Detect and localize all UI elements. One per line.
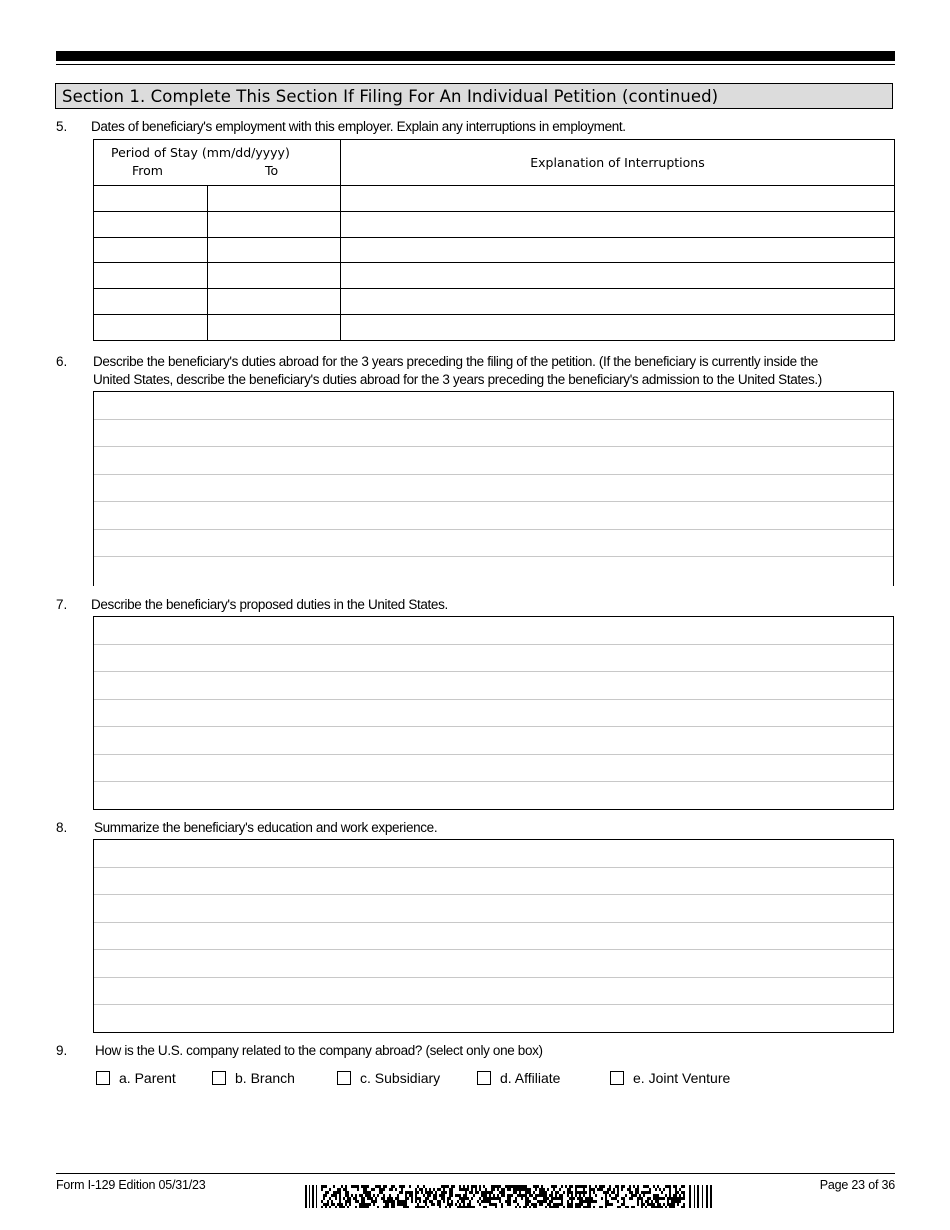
form-edition: Form I-129 Edition 05/31/23 xyxy=(56,1178,206,1192)
text-line xyxy=(94,727,893,755)
to-date-field[interactable] xyxy=(208,211,341,237)
text-line xyxy=(94,950,893,978)
to-date-field[interactable] xyxy=(208,237,341,263)
section-header: Section 1. Complete This Section If Filing For An Individual Petition (continued) xyxy=(55,83,893,109)
explanation-field[interactable] xyxy=(341,186,895,212)
q5-number: 5. xyxy=(56,119,68,134)
table-row xyxy=(94,289,895,315)
option-label: a. Parent xyxy=(119,1070,176,1086)
explanation-header: Explanation of Interruptions xyxy=(341,140,895,186)
text-line xyxy=(94,700,893,728)
text-line xyxy=(94,923,893,951)
table-row xyxy=(94,314,895,340)
top-thin-rule xyxy=(56,64,895,65)
option-label: e. Joint Venture xyxy=(633,1070,731,1086)
to-date-field[interactable] xyxy=(208,186,341,212)
text-line xyxy=(94,978,893,1006)
option-label: b. Branch xyxy=(235,1070,295,1086)
text-line xyxy=(94,840,893,868)
option-parent[interactable] xyxy=(96,1070,176,1086)
page-number: Page 23 of 36 xyxy=(819,1178,895,1192)
q8-number: 8. xyxy=(56,820,68,835)
period-of-stay-header xyxy=(94,140,341,186)
text-line xyxy=(94,645,893,673)
footer-rule xyxy=(56,1173,895,1174)
explanation-field[interactable] xyxy=(341,211,895,237)
to-date-field[interactable] xyxy=(208,314,341,340)
to-label: To xyxy=(265,163,279,178)
explanation-field[interactable] xyxy=(341,237,895,263)
q6-text-line1: Describe the beneficiary's duties abroad for the 3 years preceding the filing of the petition. (If the beneficiary is currently inside the xyxy=(93,354,818,369)
q5-text: Dates of beneficiary's employment with this employer. Explain any interruptions in employment. xyxy=(91,119,626,134)
top-rule xyxy=(56,51,895,61)
text-line xyxy=(94,782,893,810)
text-line xyxy=(94,530,893,558)
barcode xyxy=(305,1185,713,1208)
joint-venture-checkbox[interactable] xyxy=(610,1071,624,1085)
explanation-field[interactable] xyxy=(341,289,895,315)
employment-table xyxy=(93,139,895,341)
from-date-field[interactable] xyxy=(94,314,208,340)
option-affiliate[interactable] xyxy=(477,1070,560,1086)
table-row xyxy=(94,237,895,263)
period-of-stay-label: Period of Stay (mm/dd/yyyy) xyxy=(111,145,290,160)
from-date-field[interactable] xyxy=(94,211,208,237)
from-date-field[interactable] xyxy=(94,237,208,263)
q7-number: 7. xyxy=(56,597,68,612)
text-line xyxy=(94,1005,893,1033)
table-row xyxy=(94,211,895,237)
text-line xyxy=(94,447,893,475)
q6-number: 6. xyxy=(56,354,68,369)
employment-table-header xyxy=(94,140,895,186)
text-line xyxy=(94,617,893,645)
from-date-field[interactable] xyxy=(94,263,208,289)
q7-proposed-duties-textarea[interactable] xyxy=(93,616,894,810)
text-line xyxy=(94,868,893,896)
text-line xyxy=(94,895,893,923)
subsidiary-checkbox[interactable] xyxy=(337,1071,351,1085)
branch-checkbox[interactable] xyxy=(212,1071,226,1085)
parent-checkbox[interactable] xyxy=(96,1071,110,1085)
explanation-field[interactable] xyxy=(341,263,895,289)
option-subsidiary[interactable] xyxy=(337,1070,440,1086)
from-label: From xyxy=(132,163,163,178)
text-line xyxy=(94,420,893,448)
to-date-field[interactable] xyxy=(208,263,341,289)
table-row xyxy=(94,186,895,212)
text-line xyxy=(94,755,893,783)
option-joint-venture[interactable] xyxy=(610,1070,730,1086)
q9-number: 9. xyxy=(56,1043,68,1058)
q9-text: How is the U.S. company related to the company abroad? (select only one box) xyxy=(95,1043,543,1058)
affiliate-checkbox[interactable] xyxy=(477,1071,491,1085)
text-line xyxy=(94,557,893,585)
text-line xyxy=(94,672,893,700)
text-line xyxy=(94,475,893,503)
text-line xyxy=(94,502,893,530)
from-date-field[interactable] xyxy=(94,186,208,212)
q6-text-line2: United States, describe the beneficiary's duties abroad for the 3 years preceding the beneficiary's admission to the United States.) xyxy=(93,372,822,387)
to-date-field[interactable] xyxy=(208,289,341,315)
table-row xyxy=(94,263,895,289)
option-branch[interactable] xyxy=(212,1070,295,1086)
explanation-field[interactable] xyxy=(341,314,895,340)
q8-text: Summarize the beneficiary's education and work experience. xyxy=(94,820,438,835)
from-date-field[interactable] xyxy=(94,289,208,315)
option-label: c. Subsidiary xyxy=(360,1070,441,1086)
q7-text: Describe the beneficiary's proposed duties in the United States. xyxy=(91,597,448,612)
q6-duties-abroad-textarea[interactable] xyxy=(93,391,894,586)
text-line xyxy=(94,392,893,420)
option-label: d. Affiliate xyxy=(500,1070,561,1086)
q8-education-textarea[interactable] xyxy=(93,839,894,1033)
